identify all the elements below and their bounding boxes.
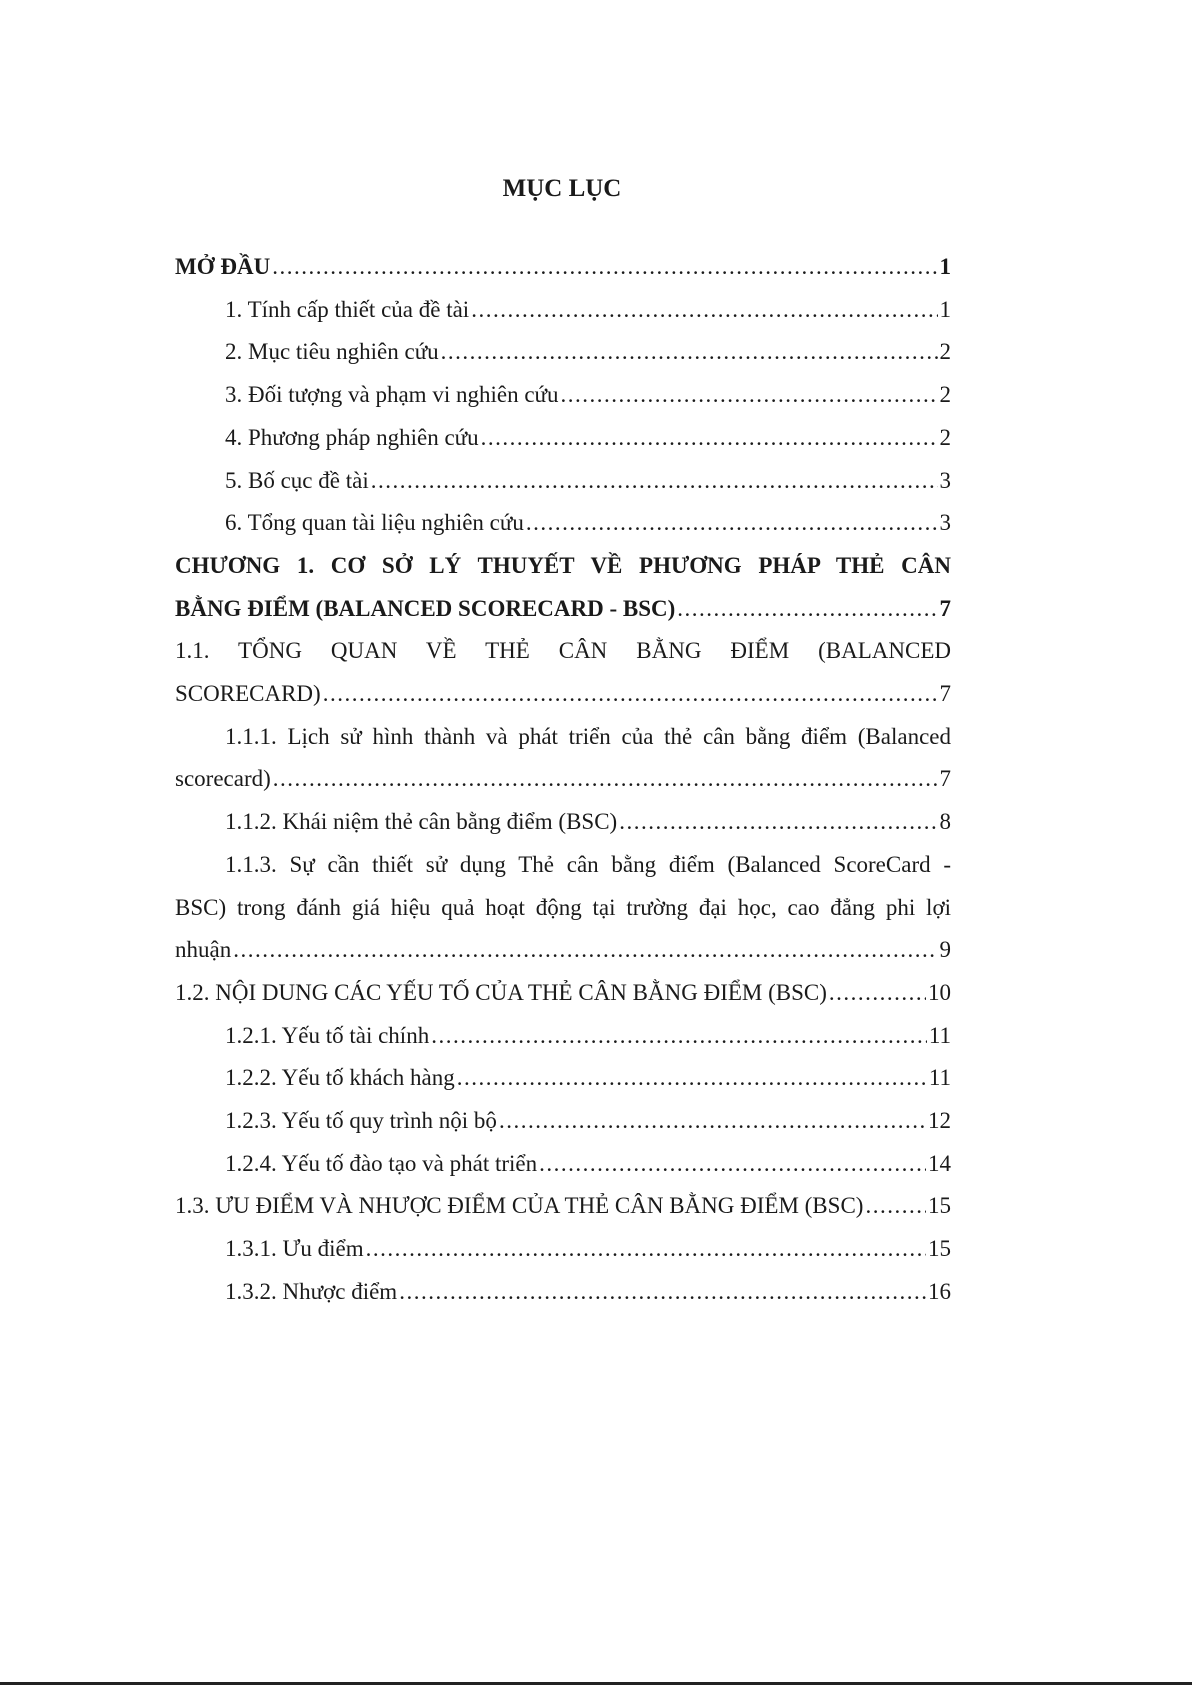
dot-leader xyxy=(619,801,937,844)
dot-leader xyxy=(526,502,938,545)
toc-entry-label: 1.3.2. Nhược điểm xyxy=(225,1278,398,1304)
toc-entry-1-2-4[interactable] xyxy=(175,1143,951,1186)
toc-page-number: 15 xyxy=(928,1193,951,1219)
toc-entry-1-1[interactable] xyxy=(175,630,951,715)
dot-leader xyxy=(399,1271,926,1314)
dot-leader xyxy=(272,246,937,289)
toc-entry-1-1-1[interactable] xyxy=(175,716,951,801)
toc-entry-bo-cuc[interactable] xyxy=(175,460,951,503)
toc-page-number: 9 xyxy=(939,937,951,963)
dot-leader xyxy=(457,1057,927,1100)
toc-entry-1-3[interactable] xyxy=(175,1185,951,1228)
toc-entry-label: 1. Tính cấp thiết của đề tài xyxy=(225,296,470,322)
toc-entry-label: 1.2. NỘI DUNG CÁC YẾU TỐ CỦA THẺ CÂN BẰNG ĐIỂM (BSC) xyxy=(175,979,827,1005)
toc-heading: MỤC LỤC xyxy=(502,175,622,202)
dot-leader xyxy=(499,1100,926,1143)
toc-page-number: 10 xyxy=(928,979,951,1005)
toc-entry-tinh-cap-thiet[interactable] xyxy=(175,289,951,332)
toc-entry-label: 4. Phương pháp nghiên cứu xyxy=(225,424,479,450)
dot-leader xyxy=(865,1185,926,1228)
toc-entry-label-line: BSC) trong đánh giá hiệu quả hoạt động tại trường đại học, cao đẳng phi lợi xyxy=(175,894,951,920)
toc-entry-label-line: 1.1. TỔNG QUAN VỀ THẺ CÂN BẰNG ĐIỂM (BALANCED xyxy=(175,638,951,664)
dot-leader xyxy=(539,1143,926,1186)
toc-entry-label-line: CHƯƠNG 1. CƠ SỞ LÝ THUYẾT VỀ PHƯƠNG PHÁP THẺ CÂN xyxy=(175,552,951,578)
toc-entry-label: MỞ ĐẦU xyxy=(175,254,271,279)
toc-page-number: 2 xyxy=(939,382,951,408)
dot-leader xyxy=(561,374,938,417)
toc-entry-1-2-3[interactable] xyxy=(175,1100,951,1143)
toc-page-number: 2 xyxy=(939,424,951,450)
toc-entry-1-1-2[interactable] xyxy=(175,801,951,844)
toc-entry-label: nhuận xyxy=(175,937,232,963)
toc-page-number: 8 xyxy=(939,809,951,835)
dot-leader xyxy=(431,1015,927,1058)
toc-page-number: 16 xyxy=(928,1278,951,1304)
toc-entry-label: scorecard) xyxy=(175,766,271,792)
toc-entry-label-line: 1.1.1. Lịch sử hình thành và phát triển của thẻ cân bằng điểm (Balanced xyxy=(225,723,951,749)
dot-leader xyxy=(481,417,938,460)
toc-entry-1-2-2[interactable] xyxy=(175,1057,951,1100)
toc-entry-chuong-1[interactable] xyxy=(175,545,951,630)
dot-leader xyxy=(233,929,937,972)
toc-page-number: 11 xyxy=(928,1022,951,1048)
toc-entry-mo-dau[interactable] xyxy=(175,246,951,289)
toc-entry-muc-tieu[interactable] xyxy=(175,331,951,374)
toc-entry-label: 1.2.1. Yếu tố tài chính xyxy=(225,1022,430,1048)
dot-leader xyxy=(677,588,937,631)
toc-entry-label: 2. Mục tiêu nghiên cứu xyxy=(225,339,439,365)
toc-entry-label-line: 1.1.3. Sự cần thiết sử dụng Thẻ cân bằng điểm (Balanced ScoreCard - xyxy=(225,851,951,877)
toc-entry-label: 1.2.2. Yếu tố khách hàng xyxy=(225,1065,455,1091)
toc-entry-phuong-phap[interactable] xyxy=(175,417,951,460)
toc-entry-label: BẰNG ĐIỂM (BALANCED SCORECARD - BSC) xyxy=(175,595,676,621)
toc-page-number: 7 xyxy=(939,681,951,707)
toc-entry-label: 1.2.3. Yếu tố quy trình nội bộ xyxy=(225,1108,497,1134)
dot-leader xyxy=(273,758,938,801)
toc-page-number: 3 xyxy=(939,467,951,493)
toc-page-number: 15 xyxy=(928,1236,951,1262)
toc-page-number: 1 xyxy=(939,254,951,279)
toc-page-number: 7 xyxy=(939,595,951,621)
toc-page-number: 2 xyxy=(939,339,951,365)
toc-entry-tong-quan-tai-lieu[interactable] xyxy=(175,502,951,545)
dot-leader xyxy=(323,673,938,716)
toc-entry-1-2[interactable] xyxy=(175,972,951,1015)
dot-leader xyxy=(471,289,937,332)
toc-entry-1-1-3[interactable] xyxy=(175,844,951,972)
toc-entry-label: 1.3. ƯU ĐIỂM VÀ NHƯỢC ĐIỂM CỦA THẺ CÂN BẰNG ĐIỂM (BSC) xyxy=(175,1193,864,1219)
toc-entry-label: 5. Bố cục đề tài xyxy=(225,467,369,493)
dot-leader xyxy=(441,331,938,374)
dot-leader xyxy=(829,972,926,1015)
toc-entry-label: 1.1.2. Khái niệm thẻ cân bằng điểm (BSC) xyxy=(225,809,618,835)
toc-page-number: 14 xyxy=(928,1150,951,1176)
toc-entry-label: 3. Đối tượng và phạm vi nghiên cứu xyxy=(225,382,559,408)
toc-page-number: 1 xyxy=(939,296,951,322)
toc-entry-doi-tuong[interactable] xyxy=(175,374,951,417)
table-of-contents xyxy=(175,246,951,1314)
dot-leader xyxy=(371,460,938,503)
toc-page-number: 11 xyxy=(928,1065,951,1091)
toc-entry-label: 1.2.4. Yếu tố đào tạo và phát triển xyxy=(225,1150,538,1176)
toc-page-number: 7 xyxy=(939,766,951,792)
toc-entry-label: 1.3.1. Ưu điểm xyxy=(225,1236,364,1262)
toc-entry-label: 6. Tổng quan tài liệu nghiên cứu xyxy=(225,510,524,536)
toc-page-number: 3 xyxy=(939,510,951,536)
toc-entry-label: SCORECARD) xyxy=(175,681,321,707)
toc-page-number: 12 xyxy=(928,1108,951,1134)
toc-entry-1-3-2[interactable] xyxy=(175,1271,951,1314)
toc-entry-1-2-1[interactable] xyxy=(175,1015,951,1058)
dot-leader xyxy=(366,1228,926,1271)
toc-entry-1-3-1[interactable] xyxy=(175,1228,951,1271)
